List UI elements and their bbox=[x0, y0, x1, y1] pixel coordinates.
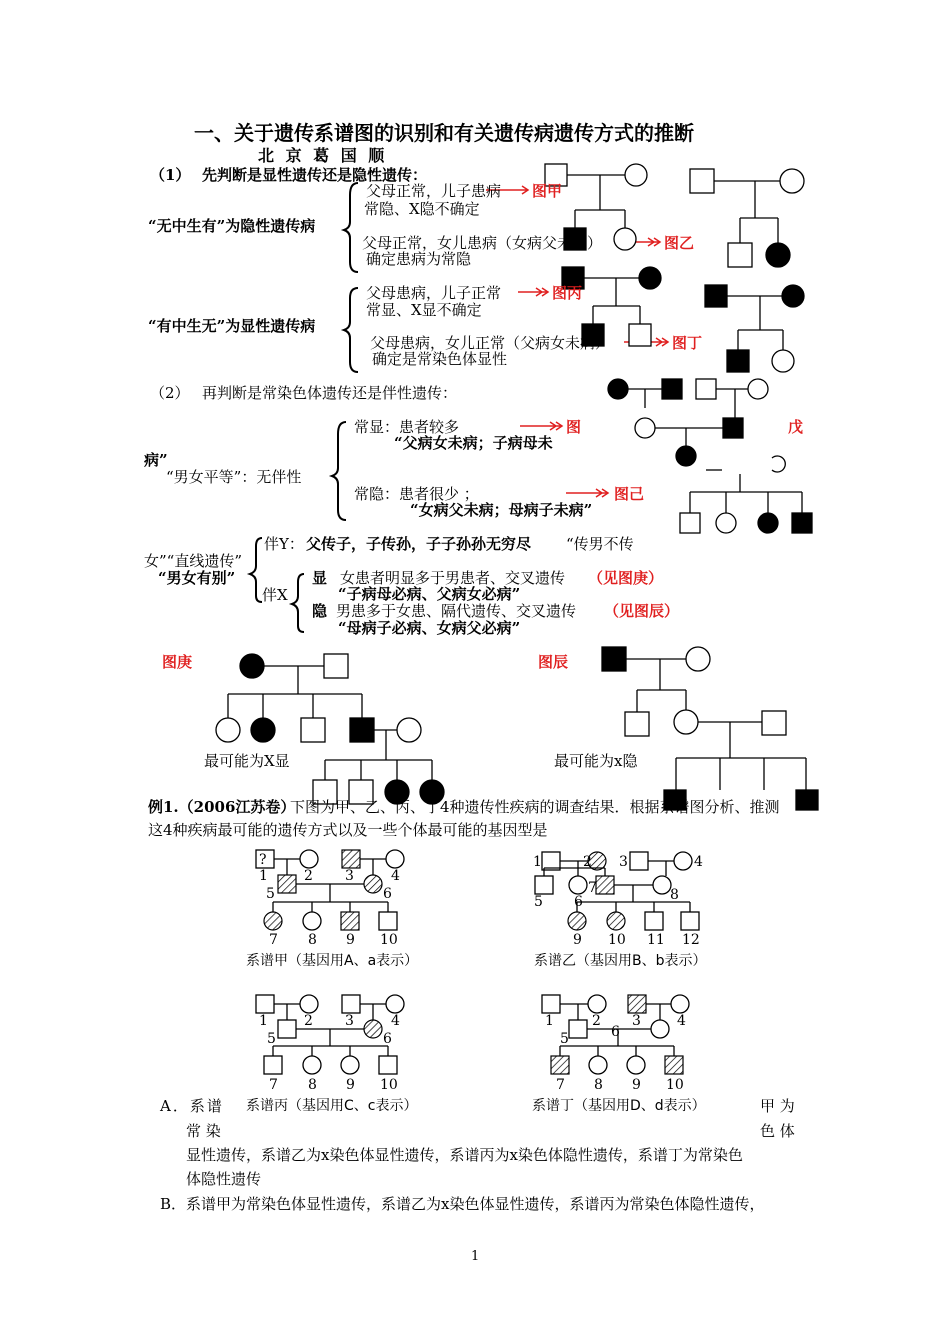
pa-n1: 1 bbox=[259, 868, 268, 884]
pb-n1: 1 bbox=[533, 854, 542, 870]
pc-n7: 7 bbox=[269, 1077, 278, 1093]
pc-n3: 3 bbox=[345, 1013, 354, 1029]
pc-n2: 2 bbox=[304, 1013, 313, 1029]
pc-n1: 1 bbox=[259, 1013, 268, 1029]
auto-rec-fig: 图己 bbox=[614, 485, 645, 503]
fig-geng-note: 最可能为X显 bbox=[204, 752, 290, 770]
x-rec-fig: （见图辰） bbox=[604, 602, 680, 620]
pa-n10: 10 bbox=[380, 932, 398, 948]
dominant-case1-a: 父母患病，儿子正常 bbox=[366, 284, 502, 302]
option-a-line2-b: 色 体 bbox=[760, 1122, 795, 1140]
x-dom-rule: “子病母必病、父病女必病” bbox=[338, 585, 521, 603]
fig-chen-note: 最可能为x隐 bbox=[554, 752, 638, 770]
pa-n4: 4 bbox=[391, 868, 400, 884]
x-rec-text: 男患多于女患、隔代遗传、交叉遗传 bbox=[336, 602, 577, 620]
pc-n9: 9 bbox=[346, 1077, 355, 1093]
pd-n7: 7 bbox=[556, 1077, 565, 1093]
recessive-case1-fig: 图甲 bbox=[532, 182, 563, 200]
pd-n6: 6 bbox=[611, 1024, 620, 1040]
pedigree-geng bbox=[216, 654, 444, 804]
auto-dom-fig: 图 bbox=[566, 418, 582, 436]
dominant-case2-b: 确定是常染色体显性 bbox=[372, 350, 508, 368]
y-rule-2: “传男不传 bbox=[566, 535, 634, 553]
dominant-case2-fig: 图丁 bbox=[672, 334, 703, 352]
pc-n8: 8 bbox=[308, 1077, 317, 1093]
pa-n2: 2 bbox=[304, 868, 313, 884]
pa-n6: 6 bbox=[383, 886, 392, 902]
fig-chen-label: 图辰 bbox=[538, 653, 569, 671]
auto-rec-rule: “女病父未病；母病子未病” bbox=[410, 501, 593, 519]
pc-n4: 4 bbox=[391, 1013, 400, 1029]
diff-group: “男女有别” bbox=[158, 569, 236, 587]
x-linked: 伴X bbox=[262, 586, 288, 604]
option-a-line4: 体隐性遗传 bbox=[186, 1170, 262, 1188]
option-a-line2-a: 常 染 bbox=[186, 1122, 221, 1140]
caption-c: 系谱丙（基因用C、c表示） bbox=[246, 1098, 418, 1114]
recessive-group: “无中生有”为隐性遗传病 bbox=[148, 217, 316, 235]
auto-dom-rule: “父病女未病；子病母未 bbox=[394, 434, 553, 452]
dominant-case1-fig: 图丙 bbox=[552, 284, 583, 302]
pa-n3: 3 bbox=[345, 868, 354, 884]
pd-n9: 9 bbox=[632, 1077, 641, 1093]
x-dom-fig: （见图庚） bbox=[588, 569, 664, 587]
pd-n5: 5 bbox=[560, 1031, 569, 1047]
fig-geng-label: 图庚 bbox=[162, 653, 193, 671]
pb-n5: 5 bbox=[534, 894, 543, 910]
pd-n8: 8 bbox=[594, 1077, 603, 1093]
x-dom: 显 bbox=[312, 569, 328, 587]
pb-n12: 12 bbox=[682, 932, 700, 948]
y-rule-3: 女”“直线遗传” bbox=[144, 552, 243, 570]
pb-n7: 7 bbox=[588, 880, 597, 896]
option-a-line3: 显性遗传，系谱乙为x染色体显性遗传，系谱丙为x染色体隐性遗传，系谱丁为常染色 bbox=[186, 1146, 743, 1164]
recessive-case2-b: 确定患病为常隐 bbox=[366, 250, 472, 268]
dominant-group: “有中生无”为显性遗传病 bbox=[148, 317, 316, 335]
equal-group: “男女平等”：无伴性 bbox=[166, 468, 302, 486]
example-text-1: 下图为甲、乙、丙、丁4种遗传性疾病的调查结果．根据系谱图分析、推测 bbox=[290, 798, 780, 816]
pedigree-chen bbox=[602, 647, 818, 810]
step1-label: （1） bbox=[150, 166, 191, 184]
y-rule: 父传子，子传孙，子子孙孙无穷尽 bbox=[306, 535, 532, 553]
dominant-case1-b: 常显、X显不确定 bbox=[366, 301, 482, 319]
y-linked: 伴Y： bbox=[264, 535, 304, 553]
page-number: 1 bbox=[471, 1249, 480, 1264]
pb-n6: 6 bbox=[574, 894, 583, 910]
pc-n5: 5 bbox=[267, 1031, 276, 1047]
x-dom-text: 女患者明显多于男患者、交叉遗传 bbox=[340, 569, 566, 587]
page-title: 一、关于遗传系谱图的识别和有关遗传病遗传方式的推断 bbox=[194, 121, 694, 145]
auto-dom: 常显：患者较多 bbox=[354, 418, 460, 436]
pedigree-example-a bbox=[256, 850, 404, 930]
pd-n3: 3 bbox=[632, 1013, 641, 1029]
pedigree-example-c bbox=[256, 995, 404, 1074]
caption-b: 系谱乙（基因用B、b表示） bbox=[534, 953, 707, 969]
x-rec-rule: “母病子必病、女病父必病” bbox=[338, 619, 521, 637]
auto-dom-fig2: 戊 bbox=[788, 418, 804, 436]
example-text-2: 这4种疾病最可能的遗传方式以及一些个体最可能的基因型是 bbox=[148, 821, 548, 839]
pd-n10: 10 bbox=[666, 1077, 684, 1093]
pc-n10: 10 bbox=[380, 1077, 398, 1093]
pedigree-wu bbox=[608, 379, 785, 472]
brace-step1 bbox=[344, 183, 358, 372]
pedigree-yi bbox=[690, 169, 804, 267]
step2-label: （2） bbox=[150, 384, 190, 402]
example-label: 例1.（2006江苏卷） bbox=[148, 798, 296, 816]
pb-n8: 8 bbox=[670, 887, 679, 903]
pb-n10: 10 bbox=[608, 932, 626, 948]
pb-n2: 2 bbox=[583, 854, 592, 870]
recessive-case1-b: 常隐、X隐不确定 bbox=[364, 200, 480, 218]
pa-n8: 8 bbox=[308, 932, 317, 948]
recessive-case1-a: 父母正常，儿子患病 bbox=[366, 182, 502, 200]
pa-n5: 5 bbox=[266, 886, 275, 902]
unknown-mark: ? bbox=[259, 852, 267, 868]
step1-heading: 先判断是显性遗传还是隐性遗传： bbox=[202, 166, 428, 184]
recessive-case2-a: 父母正常，女儿患病（女病父未病） bbox=[362, 234, 603, 252]
pb-n3: 3 bbox=[619, 854, 628, 870]
recessive-case2-fig: 图乙 bbox=[664, 234, 695, 252]
pd-n1: 1 bbox=[545, 1013, 554, 1029]
dominant-case2-a: 父母患病，女儿正常（父病女未病） bbox=[370, 334, 611, 352]
option-b-line1: B．系谱甲为常染色体显性遗传，系谱乙为x染色体显性遗传，系谱丙为常染色体隐性遗传， bbox=[160, 1195, 765, 1213]
pedigree-ji bbox=[680, 474, 812, 533]
pa-n7: 7 bbox=[269, 932, 278, 948]
pb-n9: 9 bbox=[573, 932, 582, 948]
pc-n6: 6 bbox=[383, 1031, 392, 1047]
pa-n9: 9 bbox=[346, 932, 355, 948]
step2-heading: 再判断是常染色体遗传还是伴性遗传： bbox=[202, 384, 458, 402]
caption-a: 系谱甲（基因用A、a表示） bbox=[246, 953, 419, 969]
option-a-head: A．系谱 bbox=[160, 1097, 224, 1115]
auto-dom-rule-2: 病” bbox=[144, 451, 168, 469]
pb-n4: 4 bbox=[694, 854, 703, 870]
caption-d: 系谱丁（基因用D、d表示） bbox=[532, 1098, 706, 1114]
option-a-tail: 甲 为 bbox=[760, 1097, 795, 1115]
author: 北 京 葛 国 顺 bbox=[258, 146, 388, 165]
auto-rec: 常隐：患者很少 ； bbox=[354, 485, 479, 503]
pd-n2: 2 bbox=[592, 1013, 601, 1029]
pb-n11: 11 bbox=[647, 932, 665, 948]
pedigree-ding bbox=[705, 285, 804, 372]
x-rec: 隐 bbox=[312, 602, 328, 620]
pd-n4: 4 bbox=[677, 1013, 686, 1029]
